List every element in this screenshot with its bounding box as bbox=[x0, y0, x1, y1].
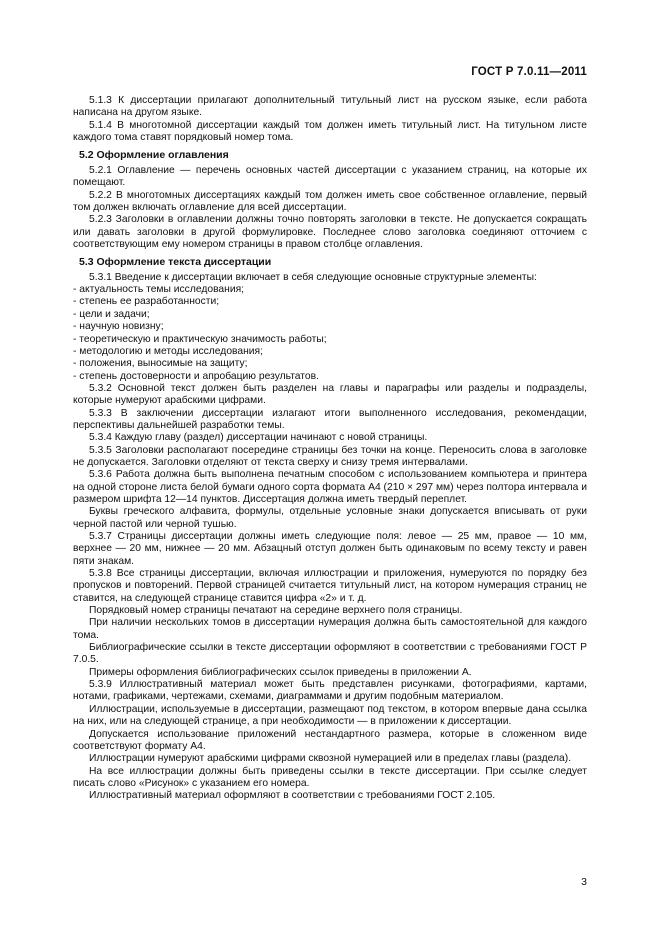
paragraph: 5.3.3 В заключении диссертации излагают итоги выполненного исследования, рекомендации, перспективы дальнейшей разработки темы. bbox=[73, 407, 587, 431]
paragraph: При наличии нескольких томов в диссертации нумерация должна быть самостоятельной для каждого тома. bbox=[73, 617, 587, 641]
section-heading: 5.3 Оформление текста диссертации bbox=[79, 256, 272, 269]
paragraph: На все иллюстрации должны быть приведены ссылки в тексте диссертации. При ссылке следует писать слово «Рисунок» с указанием его номера. bbox=[73, 765, 587, 789]
paragraph: 5.3.5 Заголовки располагают посередине страницы без точки на конце. Переносить слова в заголовке не допускается. Заголовки отделяют от текста сверху и снизу тремя интервалами. bbox=[73, 444, 587, 468]
paragraph: 5.3.7 Страницы диссертации должны иметь следующие поля: левое — 25 мм, правое — 10 мм, верхнее — 20 мм, нижнее — 20 мм. Абзацный отступ должен быть одинаковым по всему тексту и равен пяти знакам. bbox=[73, 531, 587, 567]
paragraph: Иллюстрации, используемые в диссертации, размещают под текстом, в котором впервые дана ссылка на них, или на следующей странице, а при необходимости — в приложении к диссертации. bbox=[73, 703, 587, 728]
paragraph: 5.3.8 Все страницы диссертации, включая иллюстрации и приложения, нумеруются по порядку без пропусков и повторений. Первой страницей считается титульный лист, на котором нумерация страниц не ставится, на следующей странице ставится цифра «2» и т. д. bbox=[73, 568, 587, 604]
paragraph: 5.3.6 Работа должна быть выполнена печатным способом с использованием компьютера и принтера на одной стороне листа белой бумаги одного сорта формата А4 (210 × 297 мм) через полтора интервала и размером шрифта 12—14 пунктов. Диссертация должна иметь твердый переплет. bbox=[73, 469, 587, 505]
paragraph: 5.3.4 Каждую главу (раздел) диссертации начинают с новой страницы. bbox=[89, 432, 428, 444]
paragraph: 5.3.1 Введение к диссертации включает в себя следующие основные структурные элементы: bbox=[89, 271, 537, 283]
paragraph: 5.1.4 В многотомной диссертации каждый том должен иметь титульный лист. На титульном листе каждого тома ставят порядковый номер тома. bbox=[73, 119, 587, 144]
paragraph: Иллюстрации нумеруют арабскими цифрами сквозной нумерацией или в пределах главы (раздела). bbox=[89, 753, 572, 765]
list-item: - степень ее разработанности; bbox=[73, 296, 220, 308]
paragraph: Иллюстративный материал оформляют в соответствии с требованиями ГОСТ 2.105. bbox=[89, 790, 496, 802]
list-item: - научную новизну; bbox=[73, 321, 164, 333]
page-number: 3 bbox=[581, 876, 587, 888]
paragraph: Буквы греческого алфавита, формулы, отдельные условные знаки допускается вписывать от руки черной пастой или черной тушью. bbox=[73, 506, 587, 530]
paragraph: 5.3.9 Иллюстративный материал может быть представлен рисунками, фотографиями, картами, нотами, графиками, чертежами, схемами, диаграммами и другим подобным материалом. bbox=[73, 679, 587, 703]
paragraph: 5.2.3 Заголовки в оглавлении должны точно повторять заголовки в тексте. Не допускается сокращать или давать заголовки в другой формулировке. Последнее слово заголовка соединяют отточием с соответствующим ему номером страницы в правом столбце оглавления. bbox=[73, 214, 587, 250]
paragraph: Примеры оформления библиографических ссылок приведены в приложении А. bbox=[89, 666, 472, 678]
paragraph: 5.2.2 В многотомных диссертациях каждый том должен иметь свое собственное оглавление, первый том должен включать оглавление для всей диссертации. bbox=[73, 189, 587, 213]
paragraph: 5.1.3 К диссертации прилагают дополнительный титульный лист на русском языке, если работа написана на другом языке. bbox=[73, 95, 587, 119]
list-item: - методологию и методы исследования; bbox=[73, 345, 263, 357]
list-item: - степень достоверности и апробацию результатов. bbox=[73, 370, 319, 382]
paragraph: Библиографические ссылки в тексте диссертации оформляют в соответствии с требованиями ГОСТ Р 7.0.5. bbox=[73, 642, 587, 666]
document-body bbox=[73, 95, 587, 803]
paragraph: 5.2.1 Оглавление — перечень основных частей диссертации с указанием страниц, на которые их помещают. bbox=[73, 164, 587, 189]
list-item: - положения, выносимые на защиту; bbox=[73, 358, 248, 370]
document-code: ГОСТ Р 7.0.11—2011 bbox=[471, 66, 587, 78]
paragraph: 5.3.2 Основной текст должен быть разделен на главы и параграфы или разделы и подразделы, которые нумеруют арабскими цифрами. bbox=[73, 382, 587, 407]
paragraph: Допускается использование приложений нестандартного размера, которые в сложенном виде соответствуют формату А4. bbox=[73, 728, 587, 752]
list-item: - актуальность темы исследования; bbox=[73, 284, 245, 296]
section-heading: 5.2 Оформление оглавления bbox=[79, 149, 229, 162]
list-item: - теоретическую и практическую значимость работы; bbox=[73, 333, 327, 345]
list-item: - цели и задачи; bbox=[73, 308, 150, 320]
paragraph: Порядковый номер страницы печатают на середине верхнего поля страницы. bbox=[89, 605, 463, 617]
